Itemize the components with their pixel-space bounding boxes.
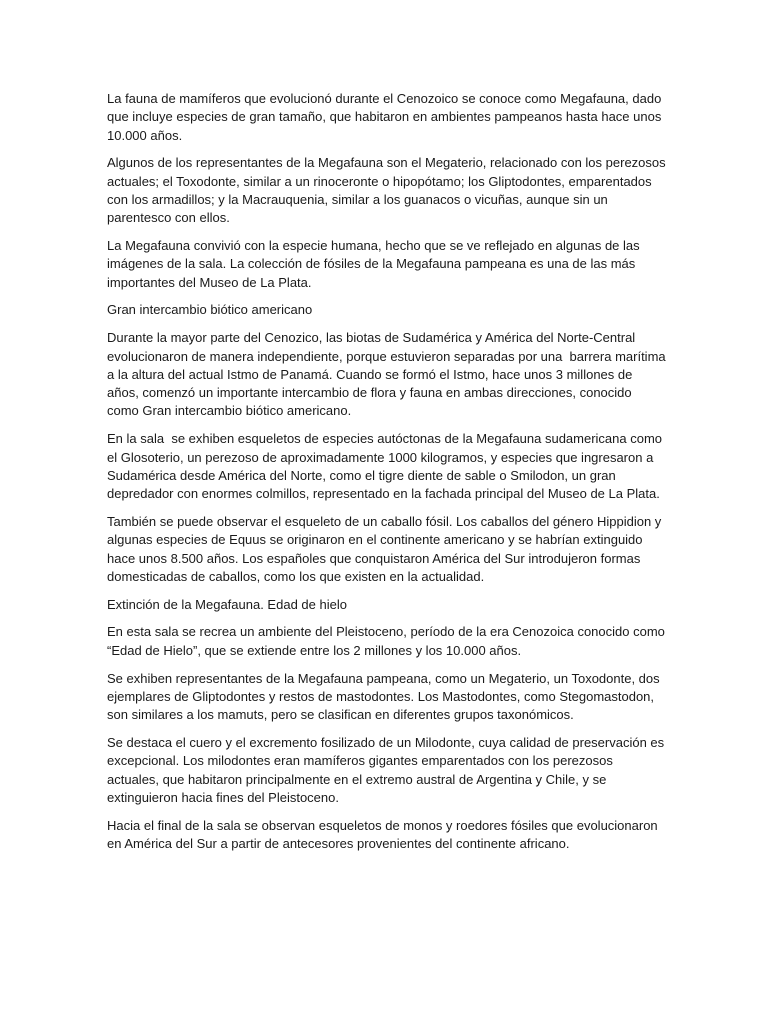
paragraph-sala-esqueletos: En la sala se exhiben esqueletos de especies autóctonas de la Megafauna sudamericana como el Glosoterio, un perezoso de aproximadamente 1000 kilogramos, y especies que ingresaron a Sudamérica desde América del Norte, como el tigre diente de sable o Smilodon, un gran depredador con enormes colmillos, representado en la fachada principal del Museo de La Plata.: [107, 431, 666, 502]
paragraph-monos-roedores: Hacia el final de la sala se observan esqueletos de monos y roedores fósiles que evolucionaron en América del Sur a partir de antecesores provenientes del continente africano.: [107, 817, 662, 851]
paragraph-cenozoico-biotas: Durante la mayor parte del Cenozico, las biotas de Sudamérica y América del Norte-Central evolucionaron de manera independiente, porque estuvieron separadas por una barrera marítima a la altura del actual Istmo de Panamá. Cuando se formó el Istmo, hace unos 3 millones de años, comenzó un importante intercambio de flora y fauna en ambas direcciones, conocido como Gran intercambio biótico americano.: [107, 330, 670, 419]
paragraph-megafauna-representatives: Algunos de los representantes de la Megafauna son el Megaterio, relacionado con los perezosos actuales; el Toxodonte, similar a un rinoceronte o hipopótamo; los Gliptodontes, emparentados con los armadillos; y la Macrauquenia, similar a los guanacos o vicuñas, aunque sin un parentesco con ellos.: [107, 155, 670, 226]
section-heading-extincion: Extinción de la Megafauna. Edad de hielo: [107, 596, 347, 612]
document-body: [107, 90, 670, 863]
paragraph-caballo-fosil: También se puede observar el esqueleto de un caballo fósil. Los caballos del género Hippidion y algunas especies de Equus se originaron en el continente americano y se habrían extinguido hace unos 8.500 años. Los españoles que conquistaron América del Sur introdujeron formas domesticadas de caballos, como los que existen en la actualidad.: [107, 513, 665, 584]
paragraph-megafauna-human: La Megafauna convivió con la especie humana, hecho que se ve reflejado en algunas de las imágenes de la sala. La colección de fósiles de la Megafauna pampeana es una de las más importantes del Museo de La Plata.: [107, 238, 644, 290]
paragraph-megafauna-intro: La fauna de mamíferos que evolucionó durante el Cenozoico se conoce como Megafauna, dado que incluye especies de gran tamaño, que habitaron en ambientes pampeanos hasta hace unos 10.000 años.: [107, 91, 665, 143]
paragraph-pleistoceno: En esta sala se recrea un ambiente del Pleistoceno, período de la era Cenozoica conocido como “Edad de Hielo”, que se extiende entre los 2 millones y los 10.000 años.: [107, 624, 669, 658]
paragraph-representantes-pampeana: Se exhiben representantes de la Megafauna pampeana, como un Megaterio, un Toxodonte, dos ejemplares de Gliptodontes y restos de mastodontes. Los Mastodontes, como Stegomastodon, son similares a los mamuts, pero se clasifican en diferentes grupos taxonómicos.: [107, 670, 664, 723]
section-heading-gran-intercambio: Gran intercambio biótico americano: [107, 302, 313, 318]
paragraph-milodonte: Se destaca el cuero y el excremento fosilizado de un Milodonte, cuya calidad de preservación es excepcional. Los milodontes eran mamíferos gigantes emparentados con los perezosos actuales, que habitaron principalmente en el extremo austral de Argentina y Chile, y se extinguieron hacia fines del Pleistoceno.: [107, 734, 668, 805]
